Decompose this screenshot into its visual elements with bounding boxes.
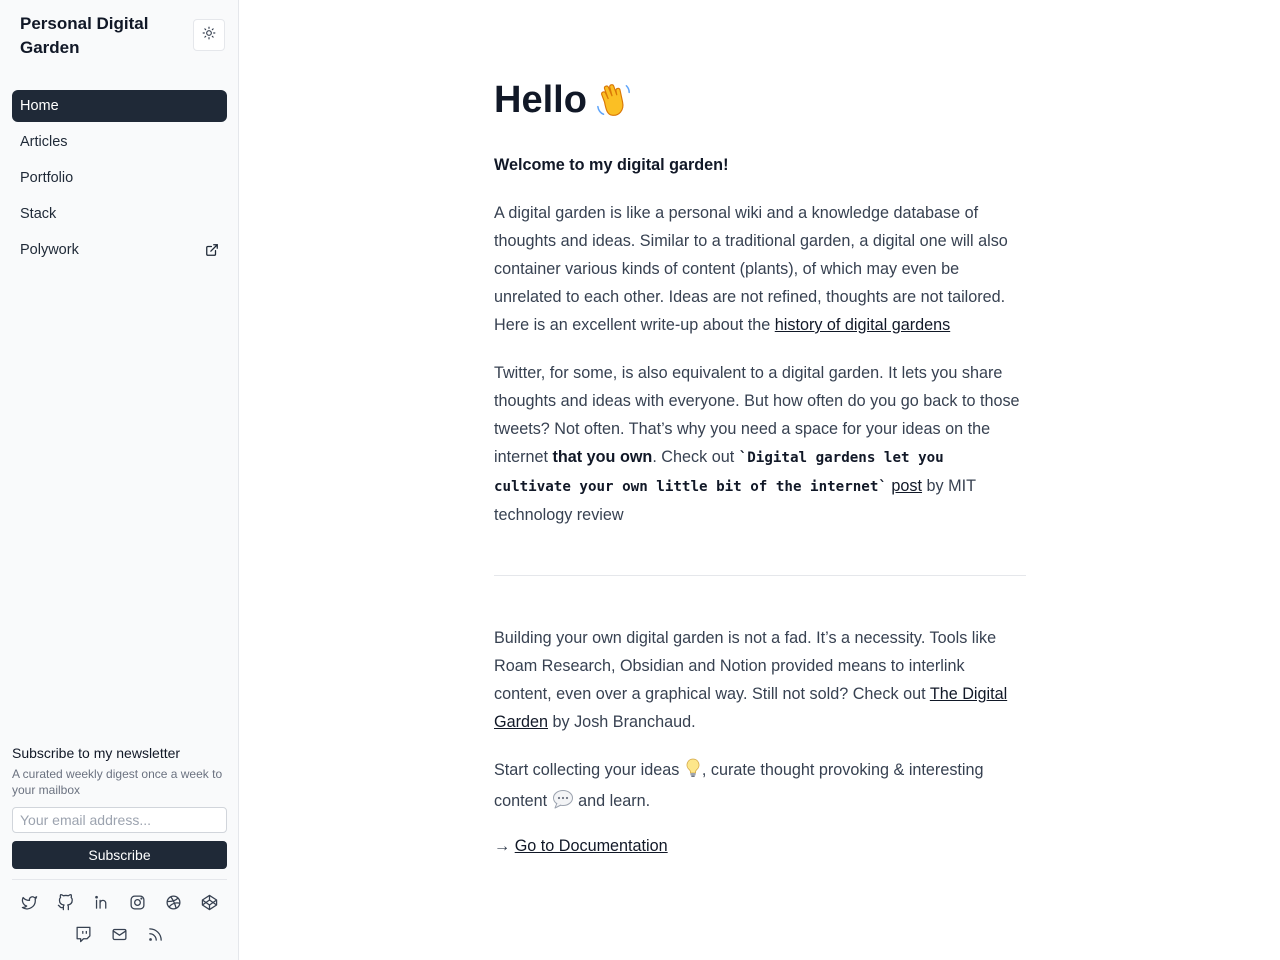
twitter-text-c: by MIT technology review [494, 477, 976, 524]
sidebar-item-home[interactable] [12, 90, 227, 122]
twitch-icon[interactable] [74, 924, 94, 944]
twitter-text: Twitter, for some, is also equivalent to a digital garden. It lets you share thoughts and ideas with everyone. But how often do you go back to those tweets? Not often. That’s why you need a space for your ideas on the internet [494, 364, 1020, 466]
sidebar-item-label: Home [20, 98, 59, 114]
speech-bubble-icon [552, 789, 574, 818]
welcome-heading [494, 151, 1026, 179]
arrow-right-icon: → [494, 837, 511, 855]
codepen-icon[interactable] [199, 892, 219, 912]
collecting-paragraph [494, 756, 1026, 818]
email-field[interactable] [12, 807, 227, 833]
github-icon[interactable] [56, 892, 76, 912]
page-title [494, 78, 633, 122]
building-text-b: by Josh Branchaud. [548, 713, 696, 731]
social-links [12, 892, 227, 912]
sidebar-item-label: Polywork [20, 242, 79, 258]
subscribe-button[interactable]: Subscribe [12, 841, 227, 869]
article-title-code: `Digital gardens let you cultivate your own little bit of the internet` [494, 450, 944, 495]
go-to-documentation-link[interactable]: Go to Documentation [514, 837, 668, 855]
sidebar-item-articles[interactable] [12, 126, 227, 158]
external-link-icon [205, 243, 219, 257]
divider [494, 575, 1026, 576]
sidebar-item-label: Stack [20, 206, 57, 222]
light-bulb-icon [684, 758, 702, 787]
building-paragraph [494, 624, 1026, 736]
building-text: Building your own digital garden is not a fad. It’s a necessity. Tools like Roam Research, Obsidian and Notion provided means to interlink content, even over a graphical way. Still not sold? Check out [494, 629, 997, 703]
newsletter-title: Subscribe to my newsletter [12, 745, 181, 761]
social-links-secondary [12, 924, 227, 944]
collecting-text: Start collecting your ideas [494, 761, 684, 779]
sidebar [0, 0, 239, 960]
twitter-paragraph [494, 359, 1026, 529]
rss-icon[interactable] [146, 924, 166, 944]
emphasis-text: that you own [552, 448, 653, 466]
sidebar-item-stack[interactable] [12, 198, 227, 230]
mail-icon[interactable] [110, 924, 130, 944]
instagram-icon[interactable] [128, 892, 148, 912]
divider [12, 879, 227, 880]
newsletter-form [12, 744, 227, 869]
dribbble-icon[interactable] [163, 892, 183, 912]
collecting-text-c: and learn. [573, 792, 651, 810]
newsletter-description: A curated weekly digest once a week to your mailbox [12, 767, 223, 797]
sidebar-nav [12, 90, 227, 270]
sidebar-item-label: Articles [20, 134, 68, 150]
intro-text: A digital garden is like a personal wiki and a knowledge database of thoughts and ideas. Similar to a traditional garden, a digital one will also container various kinds of content (plants), of which may even be unrelated to each other. Ideas are not refined, thoughts are not tailored. Here is an excellent write-up about the [494, 204, 1008, 334]
history-of-digital-gardens-link[interactable]: history of digital gardens [774, 316, 951, 334]
page-title-text: Hello [494, 79, 587, 121]
documentation-link-row [494, 832, 1026, 860]
sun-icon [202, 26, 216, 45]
twitter-text-b: . Check out [652, 448, 739, 466]
linkedin-icon[interactable] [92, 892, 112, 912]
sidebar-item-portfolio[interactable] [12, 162, 227, 194]
sidebar-item-polywork[interactable] [12, 234, 227, 266]
mit-post-link[interactable]: post [891, 477, 923, 495]
site-title[interactable]: Personal Digital Garden [20, 14, 149, 57]
intro-paragraph [494, 199, 1026, 339]
waving-hand-icon [595, 81, 633, 119]
the-digital-garden-link[interactable]: The Digital Garden [494, 685, 1008, 731]
theme-toggle-button[interactable] [193, 19, 225, 51]
welcome-text: Welcome to my digital garden! [494, 156, 729, 174]
collecting-text-b: , curate thought provoking & interesting content [494, 761, 984, 810]
sidebar-item-label: Portfolio [20, 170, 74, 186]
twitter-icon[interactable] [20, 892, 40, 912]
